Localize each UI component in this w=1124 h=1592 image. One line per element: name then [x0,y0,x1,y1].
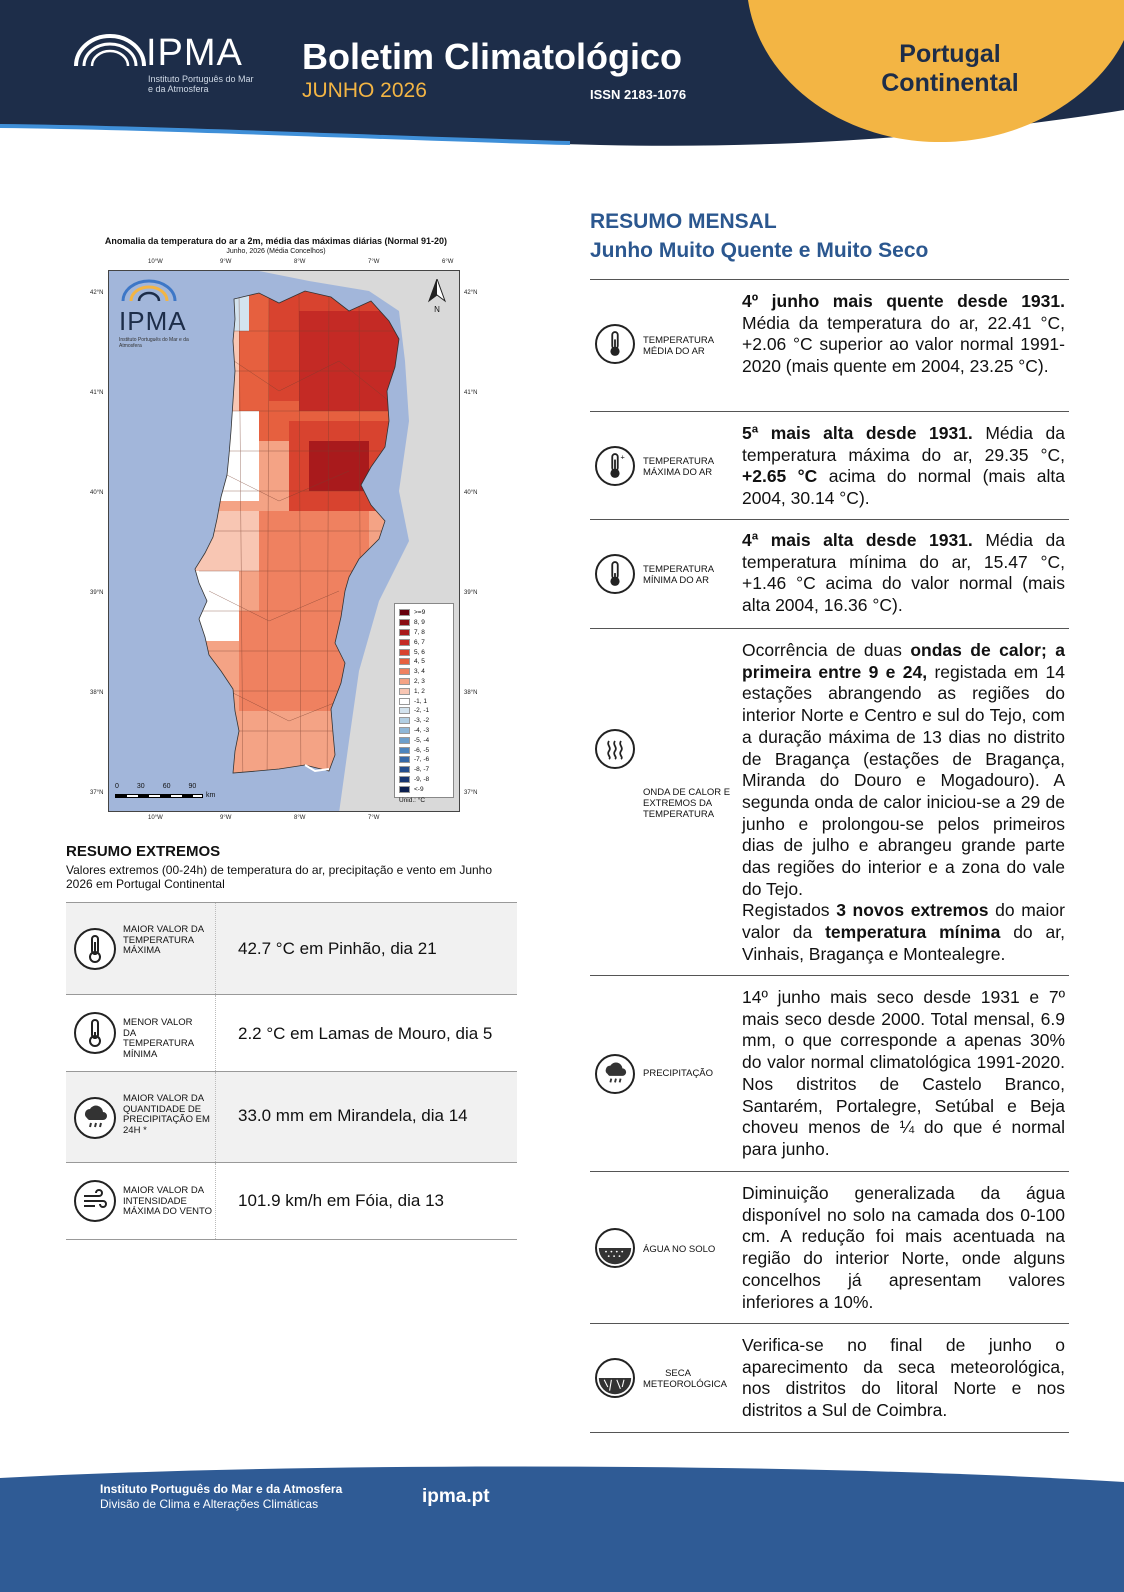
extreme-value: 2.2 °C em Lamas de Mouro, dia 5 [238,1024,493,1043]
extreme-label: MENOR VALOR DA TEMPERATURA MÍNIMA [123,1017,194,1060]
resumo-label: ONDA DE CALOR E EXTREMOS DA TEMPERATURA [643,787,731,820]
table-row [590,1172,1069,1324]
legend-swatch [399,658,410,665]
lat-tick: 39°N [90,590,104,596]
scale-label: 30 [136,783,145,790]
lat-tick: 39°N [464,590,478,596]
legend-swatch [399,639,410,646]
legend-swatch [399,649,410,656]
legend-label: -3, -2 [414,717,430,725]
scale-unit: km [206,792,216,799]
lon-tick: 8°W [294,815,306,821]
legend-entry [399,775,449,785]
resumo-title: RESUMO MENSAL [590,210,777,233]
map-logo-text: IPMA [119,306,187,336]
rain-cloud-icon [74,1097,116,1139]
legend-entry [399,677,449,687]
resumo-text: Verifica-se no final de junho o aparecimento da seca meteorológica, nos distritos do litoral Norte e nos distritos a Sul de Coimbra. [742,1335,1065,1421]
north-label: N [434,305,440,314]
bulletin-title: Boletim Climatológico [302,36,683,77]
lat-tick: 38°N [464,690,478,696]
extreme-label: MAIOR VALOR DA QUANTIDADE DE PRECIPITAÇÃO EM 24H * [123,1093,210,1136]
resumo-body: Ocorrência de duas [742,640,902,660]
legend-entry [399,726,449,736]
drought-icon [595,1358,635,1398]
legend-swatch [399,668,410,675]
resumo-body: do maior valor da [742,900,1065,943]
legend-swatch [399,756,410,763]
table-row [590,520,1069,629]
region-label [840,40,1060,98]
issn: ISSN 2183-1076 [590,87,687,102]
legend-unit: Unid.: °C [399,797,426,805]
legend-label: 8, 9 [414,619,425,627]
ipma-logo-icon [119,279,179,301]
legend-swatch [399,717,410,724]
table-row [66,1072,517,1163]
legend-label: 5, 6 [414,648,425,656]
footer-division: Divisão de Clima e Alterações Climáticas [100,1497,319,1511]
legend-swatch [399,776,410,783]
legend-entry [399,657,449,667]
lon-tick: 10°W [148,259,163,265]
lat-tick: 41°N [90,390,104,396]
legend-label: 2, 3 [414,677,425,685]
legend-label: -6, -5 [414,746,430,754]
legend-label: 7, 8 [414,628,425,636]
legend-swatch [399,707,410,714]
extremos-title: RESUMO EXTREMOS [66,843,221,860]
legend-label: -5, -4 [414,736,430,744]
legend-label: -4, -3 [414,726,430,734]
lat-tick: 37°N [464,790,478,796]
lat-tick: 38°N [90,690,104,696]
resumo-label: TEMPERATURA MÍNIMA DO AR [643,564,714,586]
legend-swatch [399,609,410,616]
page-header [0,0,1124,150]
resumo-highlight: 3 novos extremos [836,900,989,921]
legend-entry [399,716,449,726]
logo-text: IPMA [146,32,243,74]
table-row [590,976,1069,1172]
scale-label: 60 [162,783,171,790]
resumo-text [742,423,1065,510]
legend-label: -7, -6 [414,756,430,764]
wind-icon [74,1180,116,1222]
legend-entry [399,745,449,755]
lon-tick: 7°W [368,815,380,821]
table-row [66,995,517,1072]
svg-text:+: + [620,452,625,462]
resumo-label: SECA METEOROLÓGICA [643,1368,727,1390]
extreme-value: 42.7 °C em Pinhão, dia 21 [238,939,437,958]
resumo-highlight: +2.65 °C [742,466,818,487]
scale-bar [115,783,215,799]
thermometer-icon [74,1012,116,1054]
legend-label: >=9 [414,609,426,617]
lat-tick: 41°N [464,390,478,396]
legend-entry [399,784,449,794]
legend-entry [399,755,449,765]
legend-swatch [399,727,410,734]
footer-organization: Instituto Português do Mar e da Atmosfera [100,1482,343,1496]
legend-label: <-9 [414,785,424,793]
resumo-label: ÁGUA NO SOLO [643,1244,716,1255]
footer-url[interactable]: ipma.pt [422,1486,490,1507]
extreme-label: MAIOR VALOR DA TEMPERATURA MÁXIMA [123,924,204,956]
legend-label: -8, -7 [414,766,430,774]
resumo-highlight: temperatura mínima [825,922,1001,943]
resumo-text [742,291,1065,378]
map-ipma-logo [119,279,189,349]
extreme-value: 33.0 mm em Mirandela, dia 14 [238,1106,468,1125]
resumo-body: Registados [742,900,830,921]
resumo-body: do ar, Vinhais, Bragança e Montealegre. [742,922,1065,964]
legend-swatch [399,629,410,636]
resumo-highlight: 5ª mais alta desde 1931. [742,423,973,443]
legend-label: -1, 1 [414,697,428,705]
extreme-label: MAIOR VALOR DA INTENSIDADE MÁXIMA DO VENTO [123,1185,213,1217]
heat-wave-icon [595,729,635,769]
lon-tick: 9°W [220,815,232,821]
north-arrow [427,279,447,314]
lon-tick: 10°W [148,815,163,821]
region-line-2: Continental [881,69,1019,97]
table-row [590,1324,1069,1433]
logo-subtitle: Instituto Português do Mar e da Atmosfera [148,74,254,94]
map-title: Anomalia da temperatura do ar a 2m, média das máximas diárias (Normal 91-20) [104,236,448,246]
rain-cloud-icon [595,1054,635,1094]
resumo-text: 14º junho mais seco desde 1931 e 7º mais seco desde 2000. Total mensal, 6.9 mm, o que corresponde a apenas 30% do valor normal climatológica 1991-2020. Nos distritos de Castelo Branco, Santarém, Portalegre, Setúbal e Beja choveu menos de ¼ do que é normal para junho. [742,987,1065,1159]
map-legend [394,603,454,805]
resumo-label: TEMPERATURA MÉDIA DO AR [643,335,714,357]
resumo-body: Média da temperatura máxima do ar, 29.35 °C, [742,423,1065,465]
thermometer-up-icon [595,446,635,486]
resumo-text [742,530,1065,617]
legend-label: -9, -8 [414,775,430,783]
legend-entry [399,696,449,706]
resumo-body: acima do normal (mais alta 2004, 30.14 °C). [742,466,1066,509]
table-row [590,412,1069,520]
legend-swatch [399,688,410,695]
lon-tick: 9°W [220,259,232,265]
resumo-label: TEMPERATURA MÁXIMA DO AR [643,456,714,478]
resumo-text [742,640,1065,966]
legend-entry [399,647,449,657]
legend-swatch [399,619,410,626]
lat-tick: 37°N [90,790,104,796]
lat-tick: 40°N [464,490,478,496]
resumo-label: PRECIPITAÇÃO [643,1068,714,1079]
map-logo-sub: Instituto Português do Mar e da Atmosfera [119,337,189,349]
extremos-description: Valores extremos (00-24h) de temperatura do ar, precipitação e vento em Junho 2026 em Portugal Continental [66,863,493,891]
table-row [66,903,517,995]
thermometer-icon [595,324,635,364]
resumo-highlight: ondas de calor; a primeira entre 9 e 24, [742,640,1065,682]
resumo-highlight: 4ª mais alta desde 1931. [742,530,973,550]
legend-entry [399,686,449,696]
legend-swatch [399,678,410,685]
legend-entry [399,706,449,716]
table-row [590,629,1069,976]
thermometer-down-icon [595,554,635,594]
resumo-table [590,279,1069,1433]
soil-water-icon [595,1228,635,1268]
legend-entry [399,765,449,775]
resumo-text: Diminuição generalizada da água disponível no solo na camada dos 0-100 cm. A redução foi mais acentuada na região do interior Norte, onde alguns concelhos já apresentam valores inferiores a 10%. [742,1183,1065,1312]
legend-swatch [399,786,410,793]
legend-label: 6, 7 [414,638,425,646]
resumo-body: registada em 14 estações abrangendo as regiões do interior Norte e Centro e sul do Tejo, com a duração máxima de 13 dias no distrito de Bragança (estações de Bragança, Miranda do Douro e Mogadouro). A segunda onda de calor iniciou-se a 29 de junho e prolongou-se pelos primeiros dias de julho e abrangeu grande parte das regiões do interior e a zona do vale do Tejo. [742,661,1065,899]
map-frame [108,270,460,812]
lat-tick: 42°N [90,290,104,296]
scale-label: 90 [188,783,197,790]
table-row [590,280,1069,412]
lon-tick: 6°W [442,259,454,265]
legend-swatch [399,747,410,754]
resumo-subtitle: Junho Muito Quente e Muito Seco [590,239,929,262]
resumo-body: Média da temperatura mínima do ar, 15.47 °C, +1.46 °C acima do valor normal (mais alta 2004, 16.36 °C). [742,530,1065,616]
legend-swatch [399,766,410,773]
extremos-table [66,902,517,1240]
legend-label: -2, -1 [414,707,430,715]
resumo-body: Média da temperatura do ar, 22.41 °C, +2.06 °C superior ao valor normal 1991-2020 (mais quente em 2004, 23.25 °C). [742,312,1065,377]
region-line-1: Portugal [899,40,1001,68]
legend-label: 4, 5 [414,658,425,666]
lon-tick: 7°W [368,259,380,265]
legend-entry [399,637,449,647]
table-row [66,1163,517,1240]
bulletin-month: JUNHO 2026 [302,79,427,102]
resumo-highlight: 4º junho mais quente desde 1931. [742,291,1065,311]
map-subtitle: Junho, 2026 (Média Concelhos) [226,248,326,255]
legend-entry [399,628,449,638]
legend-entry [399,618,449,628]
extreme-value: 101.9 km/h em Fóia, dia 13 [238,1191,445,1210]
legend-swatch [399,698,410,705]
north-arrow-icon [427,279,447,303]
lat-tick: 40°N [90,490,104,496]
legend-label: 3, 4 [414,668,425,676]
lon-tick: 8°W [294,259,306,265]
legend-label: 1, 2 [414,687,425,695]
anomaly-map [66,232,486,832]
legend-entry [399,735,449,745]
thermometer-icon [74,928,116,970]
scale-label: 0 [115,783,119,790]
legend-entry [399,667,449,677]
legend-swatch [399,737,410,744]
lat-tick: 42°N [464,290,478,296]
legend-entry [399,608,449,618]
